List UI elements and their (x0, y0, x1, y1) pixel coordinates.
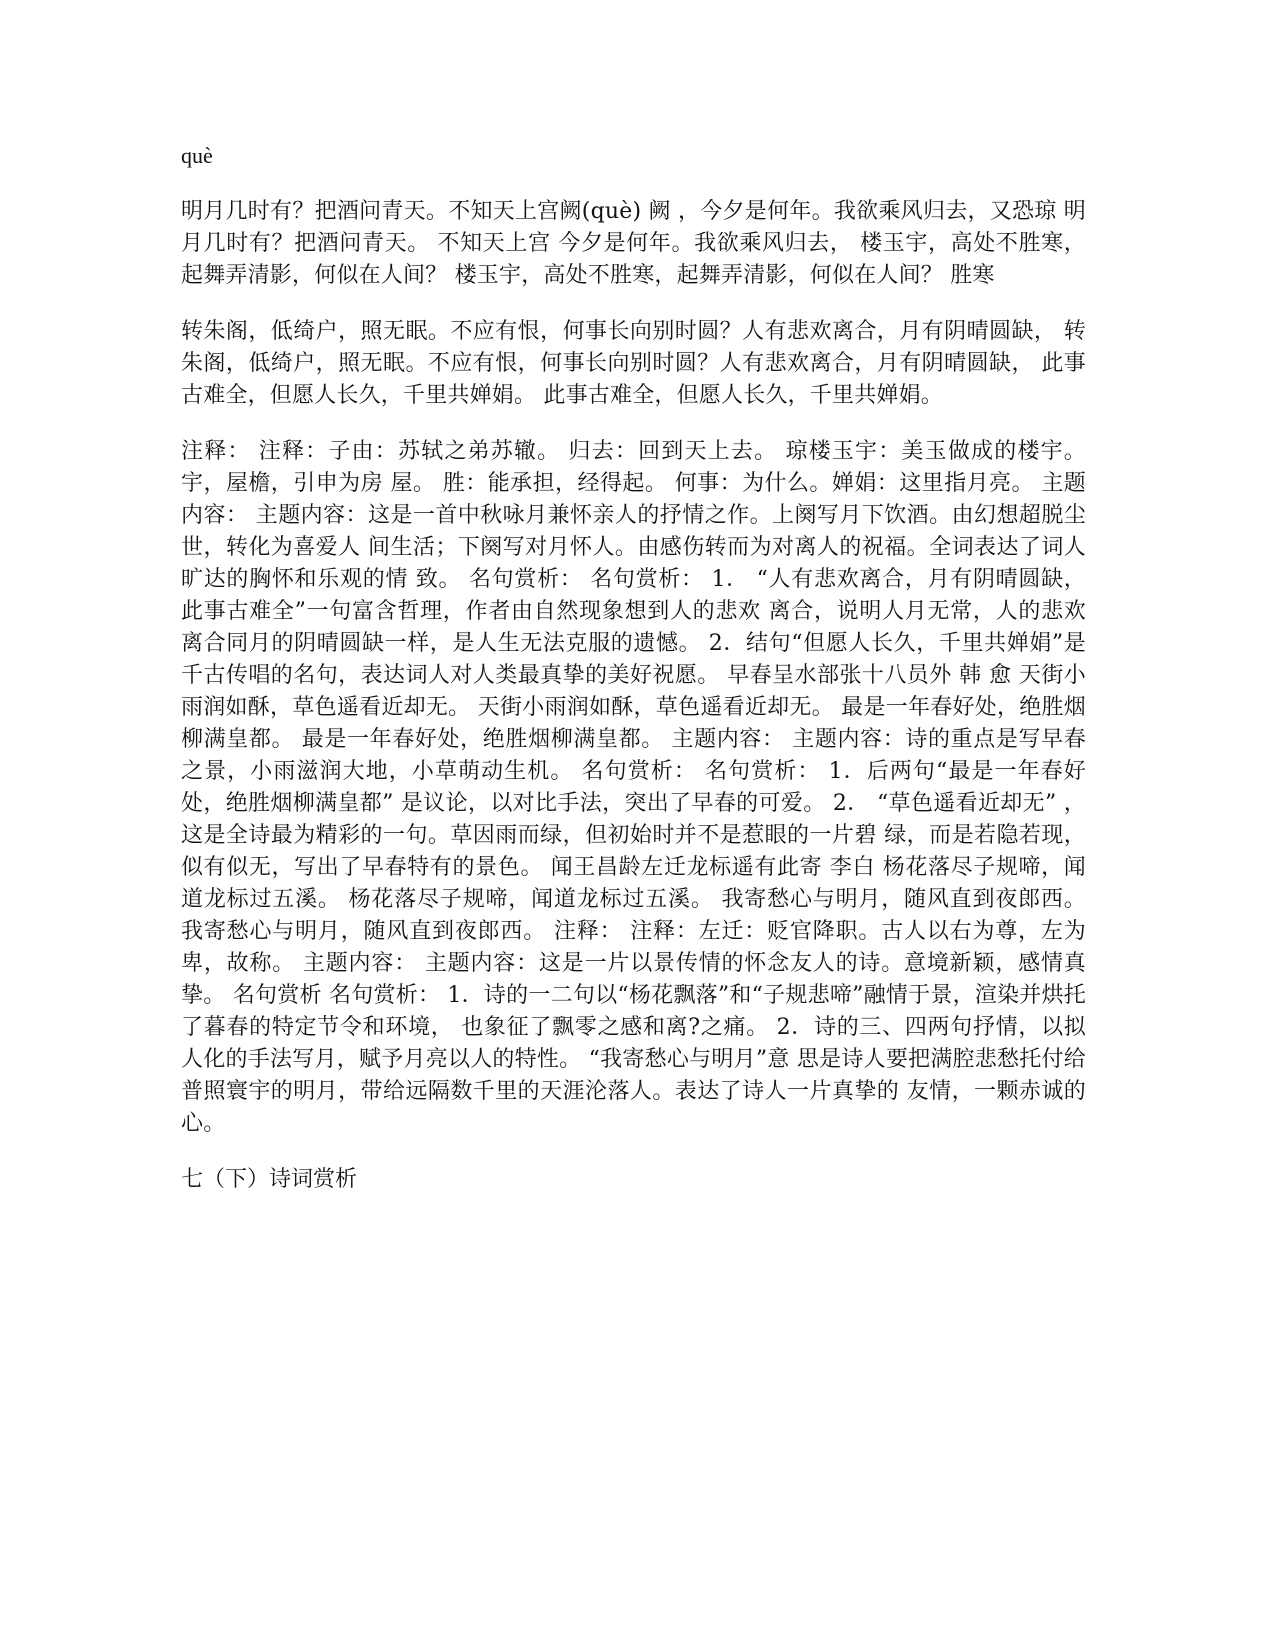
section-title: 七（下）诗词赏析 (181, 1167, 358, 1192)
poem-paragraph-1: 明月几时有？把酒问青天。不知天上宫阙(què) 阙 ，今夕是何年。我欲乘风归去，又恐琼 明月几时有？把酒问青天。 不知天上宫 今夕是何年。我欲乘风归去， 楼玉宇，高处不胜寒，起舞弄清影，何似在人间？ 楼玉宇，高处不胜寒，起舞弄清影，何似在人间？ 胜寒 (181, 199, 1086, 288)
poem-paragraph-2: 转朱阁，低绮户，照无眠。不应有恨，何事长向别时圆？人有悲欢离合，月有阴晴圆缺， 转朱阁，低绮户，照无眠。不应有恨，何事长向别时圆？人有悲欢离合，月有阴晴圆缺， 此事古难全，但愿人长久，千里共婵娟。 此事古难全，但愿人长久，千里共婵娟。 (181, 319, 1086, 408)
pinyin-heading: què (181, 143, 213, 168)
annotation-paragraph: 注释： 注释：子由：苏轼之弟苏辙。 归去：回到天上去。 琼楼玉宇：美玉做成的楼宇。宇，屋檐，引申为房 屋。 胜：能承担，经得起。 何事：为什么。婵娟：这里指月亮。 主题内容： 主题内容：这是一首中秋咏月兼怀亲人的抒情之作。上阕写月下饮酒。由幻想超脱尘世，转化为喜爱人 间生活；下阕写对月怀人。由感伤转而为对离人的祝福。全词表达了词人旷达的胸怀和乐观的情 致。 名句赏析： 名句赏析： 1． “人有悲欢离合，月有阴晴圆缺，此事古难全”一句富含哲理，作者由自然现象想到人的悲欢 离合，说明人月无常，人的悲欢离合同月的阴晴圆缺一样，是人生无法克服的遗憾。 2．结句“但愿人长久，千里共婵娟”是千古传唱的名句，表达词人对人类最真挚的美好祝愿。 早春呈水部张十八员外 韩 愈 天街小雨润如酥，草色遥看近却无。 天街小雨润如酥，草色遥看近却无。 最是一年春好处，绝胜烟柳满皇都。 最是一年春好处，绝胜烟柳满皇都。 主题内容： 主题内容：诗的重点是写早春之景，小雨滋润大地，小草萌动生机。 名句赏析： 名句赏析： 1．后两句“最是一年春好处，绝胜烟柳满皇都” 是议论，以对比手法，突出了早春的可爱。 2． “草色遥看近却无” ，这是全诗最为精彩的一句。草因雨而绿，但初始时并不是惹眼的一片碧 绿，而是若隐若现，似有似无，写出了早春特有的景色。 闻王昌龄左迁龙标遥有此寄 李白 杨花落尽子规啼，闻道龙标过五溪。 杨花落尽子规啼，闻道龙标过五溪。 我寄愁心与明月，随风直到夜郎西。 我寄愁心与明月，随风直到夜郎西。 注释： 注释：左迁：贬官降职。古人以右为尊，左为卑，故称。 主题内容： 主题内容：这是一片以景传情的怀念友人的诗。意境新颖，感情真挚。 名句赏析 名句赏析： 1．诗的一二句以“杨花飘落”和“子规悲啼”融情于景，渲染并烘托了暮春的特定节令和环境， 也象征了飘零之感和离?之痛。 2．诗的三、四两句抒情，以拟人化的手法写月，赋予月亮以人的特性。 “我寄愁心与明月”意 思是诗人要把满腔悲愁托付给普照寰宇的明月，带给远隔数千里的天涯沦落人。表达了诗人一片真挚的 友情，一颗赤诚的心。 (181, 439, 1086, 1136)
document-page (181, 140, 1086, 1196)
